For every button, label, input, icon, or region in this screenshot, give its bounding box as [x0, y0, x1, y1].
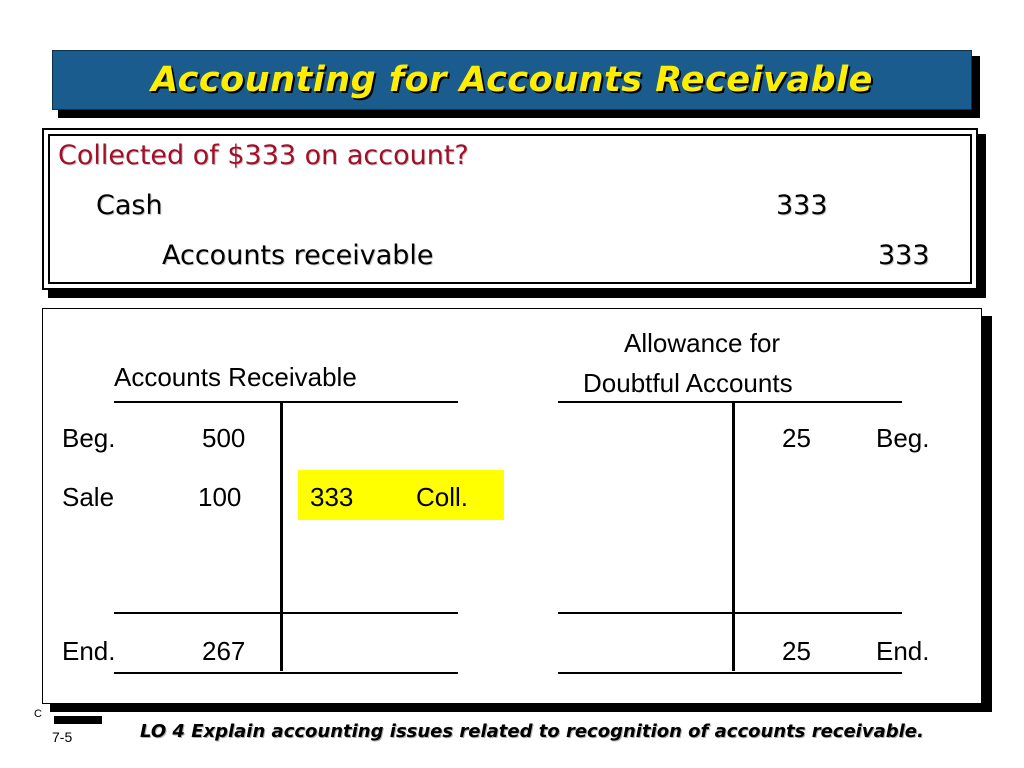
- allowance-top-rule: [558, 401, 902, 403]
- ar-total-rule: [114, 612, 458, 614]
- learning-objective: LO 4 Explain accounting issues related to recognition of accounts receivable.: [140, 721, 924, 742]
- ar-bottom-rule: [114, 672, 458, 674]
- allowance-beg-label: Beg.: [876, 423, 930, 453]
- page-number: 7-5: [52, 729, 73, 745]
- allowance-total-rule: [558, 612, 902, 614]
- allowance-beg-amount: 25: [782, 423, 811, 453]
- ar-beg-label: Beg.: [62, 423, 116, 453]
- footer-bar: [54, 716, 102, 724]
- ar-end-amount: 267: [202, 636, 246, 666]
- ar-center-rule: [280, 403, 283, 671]
- ar-sale-label: Sale: [62, 482, 115, 512]
- ar-coll-label: Coll.: [416, 482, 469, 512]
- journal-question: Collected of $333 on account?: [58, 140, 469, 171]
- ar-title: Accounts Receivable: [114, 362, 357, 392]
- allowance-title-line1: Allowance for: [624, 328, 781, 358]
- journal-entry-box: [42, 128, 978, 290]
- credit-amount: 333: [878, 240, 930, 271]
- debit-amount: 333: [776, 190, 828, 221]
- ar-end-label: End.: [62, 636, 116, 666]
- ar-beg-amount: 500: [202, 423, 246, 453]
- title-banner: [52, 50, 972, 110]
- allowance-bottom-rule: [558, 672, 902, 674]
- ar-sale-amount: 100: [198, 482, 242, 512]
- allowance-title-line2: Doubtful Accounts: [583, 368, 793, 398]
- allowance-end-amount: 25: [782, 636, 811, 666]
- ar-top-rule: [114, 401, 458, 403]
- slide-title: Accounting for Accounts Receivable: [151, 60, 873, 100]
- chapter-label: C: [34, 708, 42, 720]
- allowance-end-label: End.: [876, 636, 930, 666]
- debit-account: Cash: [96, 190, 163, 221]
- allowance-center-rule: [732, 403, 735, 671]
- ar-coll-amount: 333: [310, 482, 354, 512]
- credit-account: Accounts receivable: [162, 240, 434, 271]
